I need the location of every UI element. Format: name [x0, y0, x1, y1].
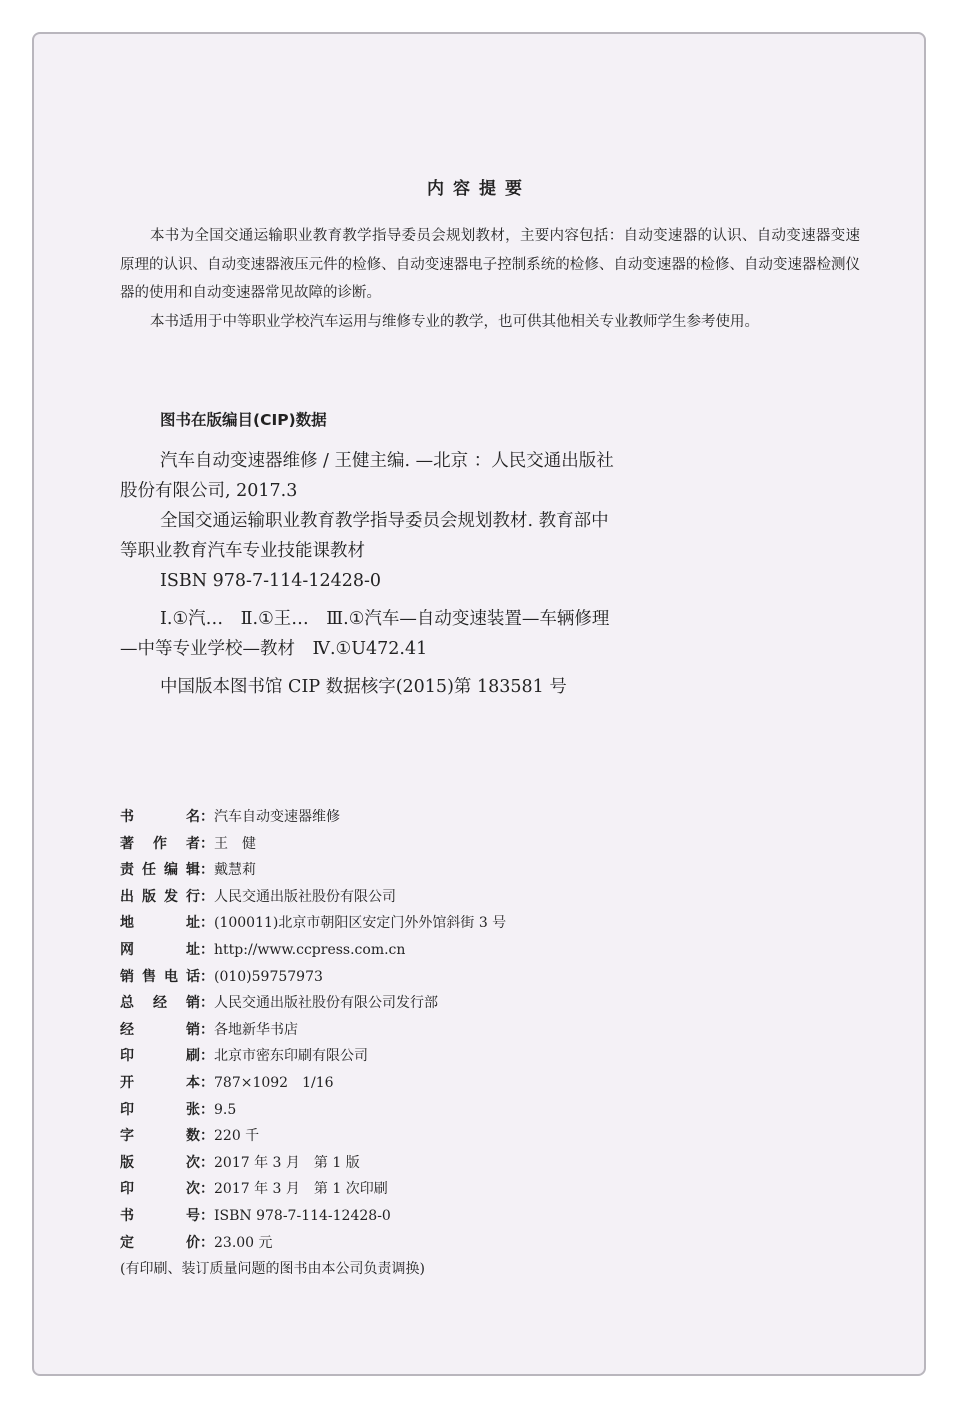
label-char: 电 — [164, 968, 178, 985]
label-char: 任 — [142, 862, 156, 879]
label-char: 话 — [186, 968, 200, 985]
label-colon: ： — [200, 915, 214, 932]
colophon-value: 220 千 — [214, 1128, 260, 1145]
colophon-value: 9.5 — [214, 1101, 237, 1118]
label-colon: ： — [200, 941, 214, 958]
label-colon: ： — [200, 968, 214, 985]
label-colon: ： — [200, 1181, 214, 1198]
copyright-page — [32, 32, 926, 1376]
label-colon: ： — [200, 995, 214, 1012]
label-colon: ： — [200, 809, 214, 825]
colophon-note: (有印刷、装订质量问题的图书由本公司负责调换) — [120, 1261, 425, 1278]
colophon-label — [120, 857, 200, 884]
colophon-label — [120, 1203, 200, 1230]
label-char: 字 — [120, 1128, 134, 1145]
label-char: 总 — [120, 995, 134, 1012]
label-char: 版 — [142, 888, 156, 905]
colophon-value: 汽车自动变速器维修 — [214, 809, 340, 825]
label-char: 售 — [142, 968, 156, 985]
cip-heading: 图书在版编目(CIP)数据 — [160, 411, 327, 429]
colophon-row — [120, 964, 506, 991]
colophon-label — [120, 964, 200, 991]
label-char: 责 — [120, 862, 134, 879]
colophon-label — [120, 804, 200, 831]
colophon-label — [120, 831, 200, 858]
colophon-row — [120, 857, 506, 884]
label-char: 址 — [186, 915, 200, 932]
colophon-row — [120, 804, 506, 831]
colophon-row — [120, 1150, 506, 1177]
colophon-value: http://www.ccpress.com.cn — [214, 941, 406, 958]
colophon-label — [120, 1017, 200, 1044]
label-colon: ： — [200, 1074, 214, 1091]
label-char: 次 — [186, 1181, 200, 1198]
colophon-value: 人民交通出版社股份有限公司发行部 — [214, 995, 438, 1012]
colophon-label — [120, 1043, 200, 1070]
colophon-row — [120, 1097, 506, 1124]
colophon-row — [120, 1230, 506, 1257]
colophon-label — [120, 1123, 200, 1150]
colophon-label — [120, 1150, 200, 1177]
cip-entry: 全国交通运输职业教育教学指导委员会规划教材. 教育部中等职业教育汽车专业技能课教材 — [120, 511, 609, 561]
summary-title: 内容提要 — [427, 179, 531, 199]
colophon-value: (010)59757973 — [214, 968, 323, 985]
label-char: 网 — [120, 941, 134, 958]
label-char: 作 — [153, 835, 167, 852]
colophon-row — [120, 1176, 506, 1203]
summary-paragraph: 本书适用于中等职业学校汽车运用与维修专业的教学，也可供其他相关专业教师学生参考使用。 — [150, 313, 759, 330]
colophon-row — [120, 884, 506, 911]
label-char: 印 — [120, 1101, 134, 1118]
label-colon: ： — [200, 862, 214, 879]
label-char: 经 — [120, 1021, 134, 1038]
label-colon: ： — [200, 1128, 214, 1145]
colophon-label — [120, 1097, 200, 1124]
label-char: 号 — [186, 1207, 200, 1224]
colophon-row — [120, 1043, 506, 1070]
label-char: 出 — [120, 888, 134, 905]
label-char: 刷 — [186, 1048, 200, 1065]
colophon-label — [120, 1176, 200, 1203]
label-char: 者 — [186, 835, 200, 852]
colophon-row — [120, 990, 506, 1017]
colophon-label — [120, 990, 200, 1017]
colophon-value: 戴慧莉 — [214, 862, 256, 879]
colophon-label — [120, 910, 200, 937]
colophon-row — [120, 1070, 506, 1097]
colophon-row — [120, 1123, 506, 1150]
label-char: 发 — [164, 888, 178, 905]
label-char: 著 — [120, 835, 134, 852]
cip-entry: ISBN 978-7-114-12428-0 — [160, 571, 382, 591]
colophon-value: (100011)北京市朝阳区安定门外外馆斜街 3 号 — [214, 915, 507, 932]
colophon-value: 各地新华书店 — [214, 1021, 298, 1038]
label-colon: ： — [200, 1101, 214, 1118]
label-char: 销 — [186, 1021, 200, 1038]
summary-paragraph: 本书为全国交通运输职业教育教学指导委员会规划教材，主要内容包括：自动变速器的认识、自动变速器变速原理的认识、自动变速器液压元件的检修、自动变速器电子控制系统的检修、自动变速器的检修、自动变速器检测仪器的使用和自动变速器常见故障的诊断。 — [120, 228, 860, 301]
label-colon: ： — [200, 1154, 214, 1171]
colophon-row — [120, 910, 506, 937]
colophon-value: 2017 年 3 月 第 1 版 — [214, 1154, 360, 1171]
colophon — [120, 804, 506, 1283]
label-char: 址 — [186, 941, 200, 958]
colophon-value: 2017 年 3 月 第 1 次印刷 — [214, 1181, 388, 1198]
colophon-row — [120, 1203, 506, 1230]
label-char: 印 — [120, 1181, 134, 1198]
label-char: 辑 — [186, 862, 200, 879]
colophon-label — [120, 1070, 200, 1097]
cip-entry: 中国版本图书馆 CIP 数据核字(2015)第 183581 号 — [160, 677, 567, 697]
label-char: 书 — [120, 1207, 134, 1224]
label-colon: ： — [200, 888, 214, 905]
label-char: 经 — [153, 995, 167, 1012]
colophon-label — [120, 884, 200, 911]
colophon-value: 787×1092 1/16 — [214, 1074, 334, 1091]
label-colon: ： — [200, 1207, 214, 1224]
label-colon: ： — [200, 1048, 214, 1065]
label-char: 价 — [186, 1234, 200, 1251]
label-colon: ： — [200, 1234, 214, 1251]
colophon-value: 23.00 元 — [214, 1234, 273, 1251]
colophon-value: 人民交通出版社股份有限公司 — [214, 888, 396, 905]
label-char: 数 — [186, 1128, 200, 1145]
colophon-row — [120, 1017, 506, 1044]
label-char: 编 — [164, 862, 178, 879]
label-char: 版 — [120, 1154, 134, 1171]
label-char: 张 — [186, 1101, 200, 1118]
label-char: 行 — [186, 888, 200, 905]
summary-text — [120, 222, 860, 336]
label-char: 销 — [120, 968, 134, 985]
label-colon: ： — [200, 1021, 214, 1038]
label-char: 印 — [120, 1048, 134, 1065]
cip-data — [120, 446, 620, 702]
label-char: 开 — [120, 1074, 134, 1091]
label-char: 次 — [186, 1154, 200, 1171]
colophon-row — [120, 937, 506, 964]
label-char: 名 — [186, 809, 200, 825]
label-char: 定 — [120, 1234, 134, 1251]
colophon-value: 北京市密东印刷有限公司 — [214, 1048, 368, 1065]
cip-entry: Ⅰ.①汽… Ⅱ.①王… Ⅲ.①汽车—自动变速装置—车辆修理—中等专业学校—教材 Ⅳ.①U472.41 — [120, 609, 610, 659]
colophon-row — [120, 831, 506, 858]
label-char: 书 — [120, 809, 134, 825]
colophon-label — [120, 1230, 200, 1257]
cip-entry: 汽车自动变速器维修 / 王健主编. —北京 ：人民交通出版社股份有限公司, 2017.3 — [120, 451, 614, 501]
colophon-label — [120, 937, 200, 964]
label-char: 本 — [186, 1074, 200, 1091]
label-char: 销 — [186, 995, 200, 1012]
label-colon: ： — [200, 835, 214, 852]
colophon-value: ISBN 978-7-114-12428-0 — [214, 1207, 391, 1224]
label-char: 地 — [120, 915, 134, 932]
colophon-value: 王 健 — [214, 835, 256, 852]
